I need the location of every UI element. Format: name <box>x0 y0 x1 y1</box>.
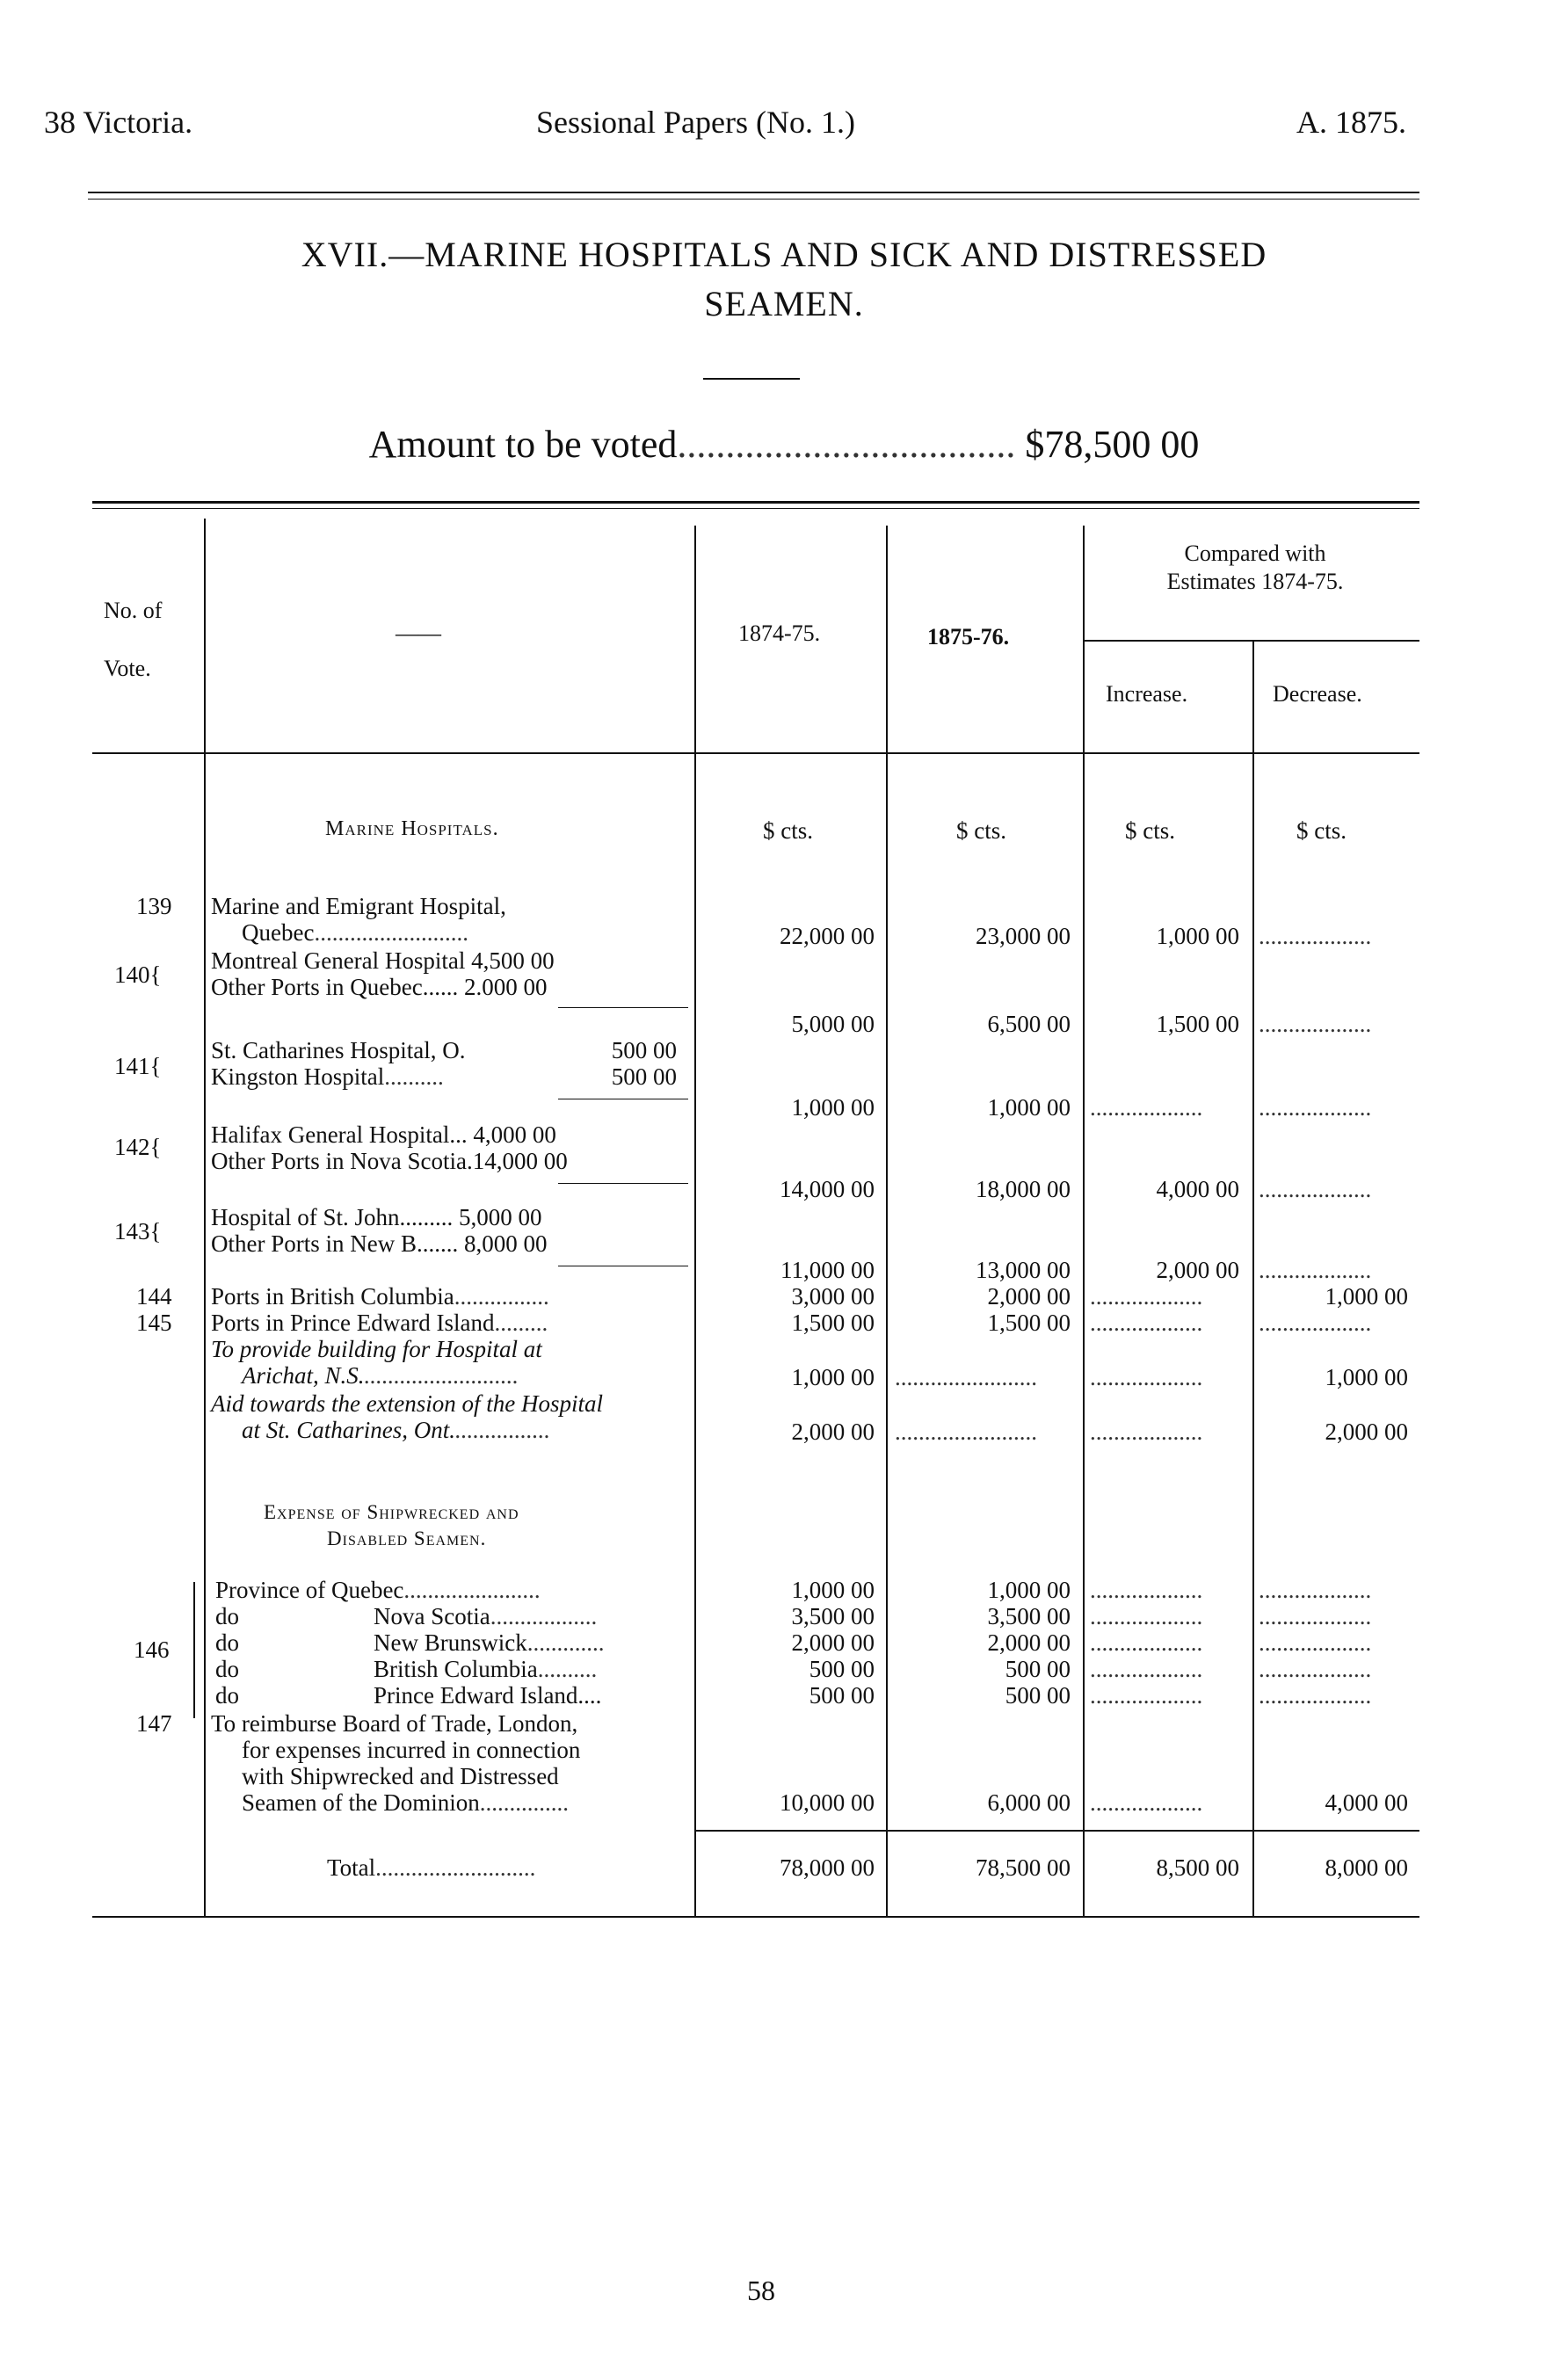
col-line-3 <box>886 526 888 1916</box>
header-rule <box>88 192 1419 193</box>
row-146-nb-1875: 2,000 00 <box>987 1629 1071 1656</box>
total-1875: 78,500 00 <box>976 1854 1071 1881</box>
total-top-rule <box>694 1830 1419 1832</box>
row-140-increase: 1,500 00 <box>1156 1011 1239 1037</box>
vote-139: 139 <box>136 893 172 919</box>
row-arichat-decrease: 1,000 00 <box>1325 1364 1408 1390</box>
table-bottom-rule <box>92 1916 1419 1918</box>
row-144-1875: 2,000 00 <box>987 1283 1071 1310</box>
row-146-quebec-1874: 1,000 00 <box>791 1577 875 1603</box>
total-1874: 78,000 00 <box>780 1854 875 1881</box>
row-arichat-1875-dots: ........................ <box>895 1364 1037 1390</box>
row-143-line2: Other Ports in New B....... 8,000 00 <box>211 1230 548 1257</box>
row-146-ns-1874: 3,500 00 <box>791 1603 875 1629</box>
col-1875-label: 1875-76. <box>927 624 1010 649</box>
row-146-nb: New Brunswick............. <box>374 1629 605 1656</box>
row-143-line1: Hospital of St. John......... 5,000 00 <box>211 1204 542 1230</box>
table-top-rule <box>92 501 1419 504</box>
header-center: Sessional Papers (No. 1.) <box>536 105 855 140</box>
row-143-decrease-dots: ................... <box>1259 1257 1372 1283</box>
currency-increase: $ cts. <box>1125 817 1175 844</box>
row-146-quebec-inc-dots: ................... <box>1090 1577 1203 1603</box>
row-146-pei-1874: 500 00 <box>809 1682 875 1709</box>
row-143-1875: 13,000 00 <box>976 1257 1071 1283</box>
row-139-1875: 23,000 00 <box>976 923 1071 949</box>
row-aid-increase-dots: ................... <box>1090 1419 1203 1445</box>
row-140-line1: Montreal General Hospital 4,500 00 <box>211 947 555 974</box>
row-146-bc-dec-dots: ................... <box>1259 1656 1372 1682</box>
row-143-1874: 11,000 00 <box>780 1257 875 1283</box>
row-146-pei: Prince Edward Island.... <box>374 1682 602 1709</box>
row-142-line2: Other Ports in Nova Scotia.14,000 00 <box>211 1148 568 1174</box>
col-line-5 <box>1252 640 1254 1916</box>
row-141-1875: 1,000 00 <box>987 1094 1071 1121</box>
col-desc-label: —— <box>396 620 441 646</box>
total-label: Total........................... <box>327 1854 536 1881</box>
row-arichat-1874: 1,000 00 <box>791 1364 875 1390</box>
row-139-increase: 1,000 00 <box>1156 923 1239 949</box>
row-144-1874: 3,000 00 <box>791 1283 875 1310</box>
col-decrease-label: Decrease. <box>1273 681 1362 707</box>
row-146-bc-inc-dots: ................... <box>1090 1656 1203 1682</box>
col-line-2 <box>694 526 696 1916</box>
row-140-decrease-dots: ................... <box>1259 1011 1372 1037</box>
row-146-nb-do: do <box>215 1629 239 1656</box>
row-146-quebec: Province of Quebec....................... <box>215 1577 541 1603</box>
total-decrease: 8,000 00 <box>1325 1854 1408 1881</box>
title-line1: XVII.—MARINE HOSPITALS AND SICK AND DISTRESSED <box>301 235 1267 274</box>
row-147-line1: To reimburse Board of Trade, London, <box>211 1710 578 1737</box>
row-145-1875: 1,500 00 <box>987 1310 1071 1336</box>
row-143-increase: 2,000 00 <box>1156 1257 1239 1283</box>
col-compared-label-2: Estimates 1874-75. <box>1166 569 1344 594</box>
row-144-increase-dots: ................... <box>1090 1283 1203 1310</box>
row-arichat-line1: To provide building for Hospital at <box>211 1336 542 1362</box>
row-144-decrease: 1,000 00 <box>1325 1283 1408 1310</box>
row-144-desc: Ports in British Columbia................ <box>211 1283 549 1310</box>
row-aid-1875-dots: ........................ <box>895 1419 1037 1445</box>
row-141-line1-value: 500 00 <box>611 1037 677 1063</box>
row-141-1874: 1,000 00 <box>791 1094 875 1121</box>
row-147-decrease: 4,000 00 <box>1325 1789 1408 1816</box>
row-146-ns: Nova Scotia.................. <box>374 1603 598 1629</box>
vote-146: 146 <box>134 1636 170 1663</box>
row-146-bc-do: do <box>215 1656 239 1682</box>
row-146-pei-inc-dots: ................... <box>1090 1682 1203 1709</box>
table-header-rule <box>92 752 1419 754</box>
header-right: A. 1875. <box>1296 105 1406 140</box>
vote-140: 140{ <box>114 961 162 988</box>
row-147-line3: with Shipwrecked and Distressed <box>242 1763 559 1789</box>
vote-147: 147 <box>136 1710 172 1737</box>
row-147-line2: for expenses incurred in connection <box>242 1737 581 1763</box>
row-142-line1: Halifax General Hospital... 4,000 00 <box>211 1121 556 1148</box>
amount-label: Amount to be voted <box>368 423 678 466</box>
col-line-4 <box>1083 526 1085 1916</box>
header-rule-2 <box>88 199 1419 200</box>
row-146-bc: British Columbia.......... <box>374 1656 598 1682</box>
row-146-pei-do: do <box>215 1682 239 1709</box>
row-146-nb-1874: 2,000 00 <box>791 1629 875 1656</box>
row-147-1874: 10,000 00 <box>780 1789 875 1816</box>
row-146-bc-1874: 500 00 <box>809 1656 875 1682</box>
table-top-rule-2 <box>92 508 1419 509</box>
row-aid-line2: at St. Catharines, Ont................. <box>242 1417 551 1443</box>
row-141-line2: Kingston Hospital.......... <box>211 1063 444 1090</box>
row-141-line2-value: 500 00 <box>611 1063 677 1090</box>
row-146-ns-do: do <box>215 1603 239 1629</box>
row-146-pei-dec-dots: ................... <box>1259 1682 1372 1709</box>
col-vote-label: No. of <box>104 598 163 623</box>
row-139-1874: 22,000 00 <box>780 923 875 949</box>
col-vote-label-2: Vote. <box>104 656 151 681</box>
col-1874-label: 1874-75. <box>738 620 821 646</box>
row-147-inc-dots: ................... <box>1090 1789 1203 1816</box>
vote-141: 141{ <box>114 1053 162 1079</box>
row-146-ns-dec-dots: ................... <box>1259 1603 1372 1629</box>
row-147-1875: 6,000 00 <box>987 1789 1071 1816</box>
row-145-decrease-dots: ................... <box>1259 1310 1372 1336</box>
row-146-nb-dec-dots: ................... <box>1259 1629 1372 1656</box>
row-146-ns-inc-dots: ................... <box>1090 1603 1203 1629</box>
row-146-quebec-1875: 1,000 00 <box>987 1577 1071 1603</box>
section-shipwrecked-heading1: Expense of Shipwrecked and <box>264 1501 519 1523</box>
row-145-desc: Ports in Prince Edward Island......... <box>211 1310 548 1336</box>
row-142-decrease-dots: ................... <box>1259 1176 1372 1202</box>
row-arichat-increase-dots: ................... <box>1090 1364 1203 1390</box>
currency-decrease: $ cts. <box>1296 817 1347 844</box>
row-aid-decrease: 2,000 00 <box>1325 1419 1408 1445</box>
row-146-quebec-dec-dots: ................... <box>1259 1577 1372 1603</box>
row-142-subrule <box>558 1183 688 1184</box>
row-142-increase: 4,000 00 <box>1156 1176 1239 1202</box>
header-left: 38 Victoria. <box>44 105 193 140</box>
row-aid-1874: 2,000 00 <box>791 1419 875 1445</box>
col-increase-label: Increase. <box>1106 681 1188 707</box>
vote-145: 145 <box>136 1310 172 1336</box>
page-number: 58 <box>747 2275 775 2306</box>
row-145-1874: 1,500 00 <box>791 1310 875 1336</box>
row-147-line4: Seamen of the Dominion............... <box>242 1789 569 1816</box>
section-marine-hospitals: Marine Hospitals. <box>325 817 499 840</box>
section-shipwrecked-heading2: Disabled Seamen. <box>327 1527 487 1549</box>
row-141-decrease-dots: ................... <box>1259 1094 1372 1121</box>
row-140-1875: 6,500 00 <box>987 1011 1071 1037</box>
col-line-1 <box>204 519 206 1916</box>
row-139-line2: Quebec.......................... <box>242 919 468 946</box>
title-short-rule <box>703 378 800 380</box>
amount-value: $78,500 00 <box>1025 423 1200 466</box>
row-139-line1: Marine and Emigrant Hospital, <box>211 893 506 919</box>
vote-143: 143{ <box>114 1218 162 1244</box>
row-140-1874: 5,000 00 <box>791 1011 875 1037</box>
title-line2: SEAMEN. <box>704 284 864 323</box>
row-146-pei-1875: 500 00 <box>1005 1682 1071 1709</box>
vote-142: 142{ <box>114 1134 162 1160</box>
vote-146-brace <box>193 1582 195 1718</box>
amount-line <box>0 422 1568 467</box>
row-142-1874: 14,000 00 <box>780 1176 875 1202</box>
total-increase: 8,500 00 <box>1156 1854 1239 1881</box>
row-140-line2: Other Ports in Quebec...... 2.000 00 <box>211 974 548 1000</box>
amount-dots: ................................... <box>677 423 1016 466</box>
row-145-increase-dots: ................... <box>1090 1310 1203 1336</box>
row-146-nb-inc-dots: ................... <box>1090 1629 1203 1656</box>
row-aid-line1: Aid towards the extension of the Hospital <box>211 1390 603 1417</box>
vote-144: 144 <box>136 1283 172 1310</box>
row-141-increase-dots: ................... <box>1090 1094 1203 1121</box>
currency-1875: $ cts. <box>956 817 1006 844</box>
row-146-ns-1875: 3,500 00 <box>987 1603 1071 1629</box>
row-arichat-line2: Arichat, N.S........................... <box>242 1362 519 1389</box>
row-146-bc-1875: 500 00 <box>1005 1656 1071 1682</box>
row-142-1875: 18,000 00 <box>976 1176 1071 1202</box>
row-141-line1: St. Catharines Hospital, O. <box>211 1037 466 1063</box>
col-compared-label: Compared with <box>1184 541 1326 566</box>
currency-1874: $ cts. <box>763 817 813 844</box>
row-140-subrule <box>558 1007 688 1008</box>
row-139-decrease-dots: ................... <box>1259 923 1372 949</box>
compared-sub-rule <box>1083 640 1419 642</box>
